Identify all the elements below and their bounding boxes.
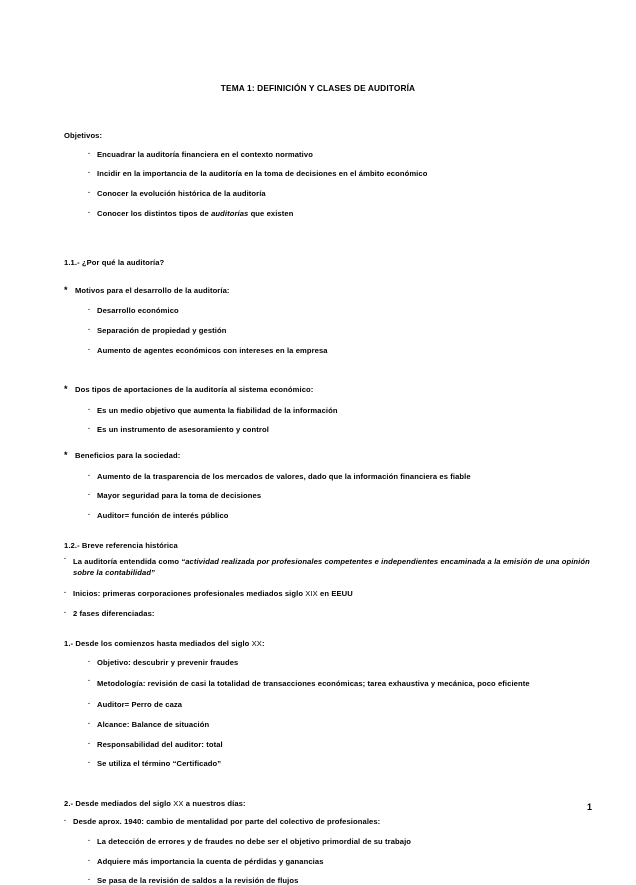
bullet-dot-icon: ·: [64, 589, 67, 597]
objectives-section: [64, 132, 590, 217]
bullet-dot-icon: ·: [88, 190, 91, 198]
phase-2-heading-century: XX: [173, 798, 184, 808]
list-item-label: Mayor seguridad para la toma de decisiones: [97, 491, 262, 501]
list-item-label: Adquiere más importancia la cuenta de pérdidas y ganancias: [97, 856, 324, 866]
phase-2-items: [64, 838, 590, 885]
bullet-dot-icon: ·: [88, 720, 91, 728]
phase-1-items: [64, 659, 590, 768]
bullet-dot-icon: ·: [88, 760, 91, 768]
list-item-label: Responsabilidad del auditor: total: [97, 739, 223, 749]
objectives-heading: Objetivos:: [64, 131, 103, 141]
group-items: [64, 473, 590, 520]
document-body: [0, 132, 636, 884]
section-1-1: [64, 259, 590, 519]
phase-2-heading-pre: 2.- Desde mediados del siglo: [64, 798, 174, 808]
list-item-label-post: en EEUU: [317, 588, 353, 598]
list-item-label: La detección de errores y de fraudes no debe ser el objetivo primordial de su trabajo: [97, 836, 412, 846]
group-lead-label: Beneficios para la sociedad:: [75, 451, 181, 461]
phase-1-heading: [64, 640, 590, 648]
list-item-label: Objetivo: descubrir y prevenir fraudes: [97, 657, 239, 667]
bullet-star-icon: *: [64, 450, 68, 461]
phase-1: [64, 640, 590, 768]
list-item: [64, 610, 590, 618]
bullet-dot-icon: ·: [88, 678, 91, 686]
section-1-1-heading: 1.1.- ¿Por qué la auditoría?: [64, 258, 165, 268]
spacer: [0, 92, 636, 132]
objectives-list: [64, 151, 590, 217]
list-item-label: Se utiliza el término “Certificado”: [97, 759, 222, 769]
phase-1-heading-century: XX: [251, 639, 262, 649]
list-item: [88, 492, 590, 500]
section-1-2: [64, 542, 590, 884]
list-item-label: Metodología: revisión de casi la totalidad de transacciones económicas; tarea exhaustiva y mecánica, poco eficiente: [97, 679, 530, 689]
bullet-dot-icon: ·: [64, 609, 67, 617]
bullet-dot-icon: ·: [88, 406, 91, 414]
bullet-dot-icon: ·: [88, 857, 91, 865]
list-item-label: Separación de propiedad y gestión: [97, 326, 227, 336]
list-item-label-post: que existen: [248, 208, 294, 218]
group-lead-label: Desde aprox. 1940: cambio de mentalidad por parte del colectivo de profesionales:: [73, 817, 381, 827]
group-lead: [64, 452, 590, 460]
list-item: [88, 678, 590, 689]
list-item-label: Es un instrumento de asesoramiento y control: [97, 425, 269, 435]
bullet-dot-icon: ·: [88, 209, 91, 217]
bullet-star-icon: *: [64, 384, 68, 395]
group-items: [64, 307, 590, 354]
bullet-dot-icon: ·: [88, 740, 91, 748]
list-item-label-pre: Conocer los distintos tipos de: [97, 208, 212, 218]
list-item-label: Aumento de agentes económicos con intereses en la empresa: [97, 345, 328, 355]
list-item: [88, 426, 590, 434]
bullet-dot-icon: ·: [88, 658, 91, 666]
list-item-label: Aumento de la trasparencia de los mercados de valores, dado que la información financiera es fiable: [97, 471, 471, 481]
list-item: [88, 512, 590, 520]
spacer: [64, 229, 590, 259]
list-item: [88, 659, 590, 667]
list-item-label: 2 fases diferenciadas:: [73, 608, 155, 618]
page-number: 1: [586, 802, 592, 812]
list-item-label: Alcance: Balance de situación: [97, 719, 210, 729]
list-item: [88, 721, 590, 729]
bullet-dot-icon: ·: [88, 150, 91, 158]
bullet-dot-icon: ·: [88, 837, 91, 845]
list-item: [88, 877, 590, 885]
list-item-label: Auditor= función de interés público: [97, 510, 229, 520]
group-items: [64, 407, 590, 434]
bullet-dot-icon: ·: [88, 426, 91, 434]
bullet-dot-icon: ·: [64, 818, 67, 826]
bullet-dot-icon: ·: [88, 327, 91, 335]
list-item: [88, 838, 590, 846]
spacer: [64, 366, 590, 386]
list-item-label: Encuadrar la auditoría financiera en el contexto normativo: [97, 149, 313, 159]
phase-2-heading: [64, 800, 590, 808]
bullet-dot-icon: ·: [88, 170, 91, 178]
section-1-2-heading: 1.2.- Breve referencia histórica: [64, 541, 178, 551]
spacer: [64, 780, 590, 800]
spacer: [64, 267, 590, 287]
phase-2-lead-list: [64, 818, 590, 826]
list-item-label: Incidir en la importancia de la auditoría en la toma de decisiones en el ámbito económico: [97, 169, 428, 179]
list-item-label-pre: La auditoría entendida como: [73, 556, 182, 566]
list-item: [88, 170, 590, 178]
bullet-dot-icon: ·: [88, 492, 91, 500]
list-item: [88, 347, 590, 355]
phase-2-heading-post: a nuestros días:: [183, 798, 246, 808]
list-item: [88, 741, 590, 749]
bullet-star-icon: *: [64, 284, 68, 295]
list-item-label: Es un medio objetivo que aumenta la fiabilidad de la información: [97, 405, 338, 415]
list-item: [88, 210, 590, 218]
list-item-label-pre: Inicios: primeras corporaciones profesionales mediados siglo: [73, 588, 306, 598]
list-item: [88, 701, 590, 709]
list-item: [88, 307, 590, 315]
group-lead: [64, 818, 590, 826]
list-item-label-quote: “actividad realizada por profesionales competentes e independientes encaminada a la emisión de una opinión sobre la contabilidad”: [73, 556, 590, 577]
phase-1-heading-pre: 1.- Desde los comienzos hasta mediados del siglo: [64, 639, 252, 649]
list-item: [88, 327, 590, 335]
phase-1-heading-post: :: [261, 639, 265, 649]
bullet-dot-icon: ·: [88, 346, 91, 354]
bullet-dot-icon: ·: [88, 701, 91, 709]
bullet-dot-icon: ·: [88, 307, 91, 315]
section-1-1-groups: [64, 284, 590, 520]
group-lead-label: Motivos para el desarrollo de la auditoría:: [75, 285, 230, 295]
list-item: [88, 407, 590, 415]
list-item-label: Desarrollo económico: [97, 306, 179, 316]
list-item: [88, 858, 590, 866]
bullet-dot-icon: ·: [88, 472, 91, 480]
list-item: [88, 760, 590, 768]
list-item: [64, 556, 590, 578]
list-item-label-emphasis: auditorías: [211, 208, 249, 218]
group-lead: [64, 284, 590, 295]
list-item: [64, 590, 590, 598]
bullet-dot-icon: ·: [88, 877, 91, 885]
list-item-label: Se pasa de la revisión de saldos a la revisión de flujos: [97, 876, 299, 885]
list-item-label: Conocer la evolución histórica de la auditoría: [97, 189, 266, 199]
list-item: [88, 151, 590, 159]
list-item: [88, 190, 590, 198]
bullet-dot-icon: ·: [64, 555, 67, 563]
list-item: [88, 473, 590, 481]
group-lead: [64, 386, 590, 394]
section-1-2-list: [64, 556, 590, 617]
group-lead-label: Dos tipos de aportaciones de la auditoría al sistema económico:: [75, 385, 314, 395]
phase-2: [64, 800, 590, 885]
list-item-label-century: XIX: [305, 588, 318, 598]
page-title: TEMA 1: DEFINICIÓN Y CLASES DE AUDITORÍA: [220, 83, 416, 93]
bullet-dot-icon: ·: [88, 511, 91, 519]
list-item-label: Auditor= Perro de caza: [97, 700, 183, 710]
